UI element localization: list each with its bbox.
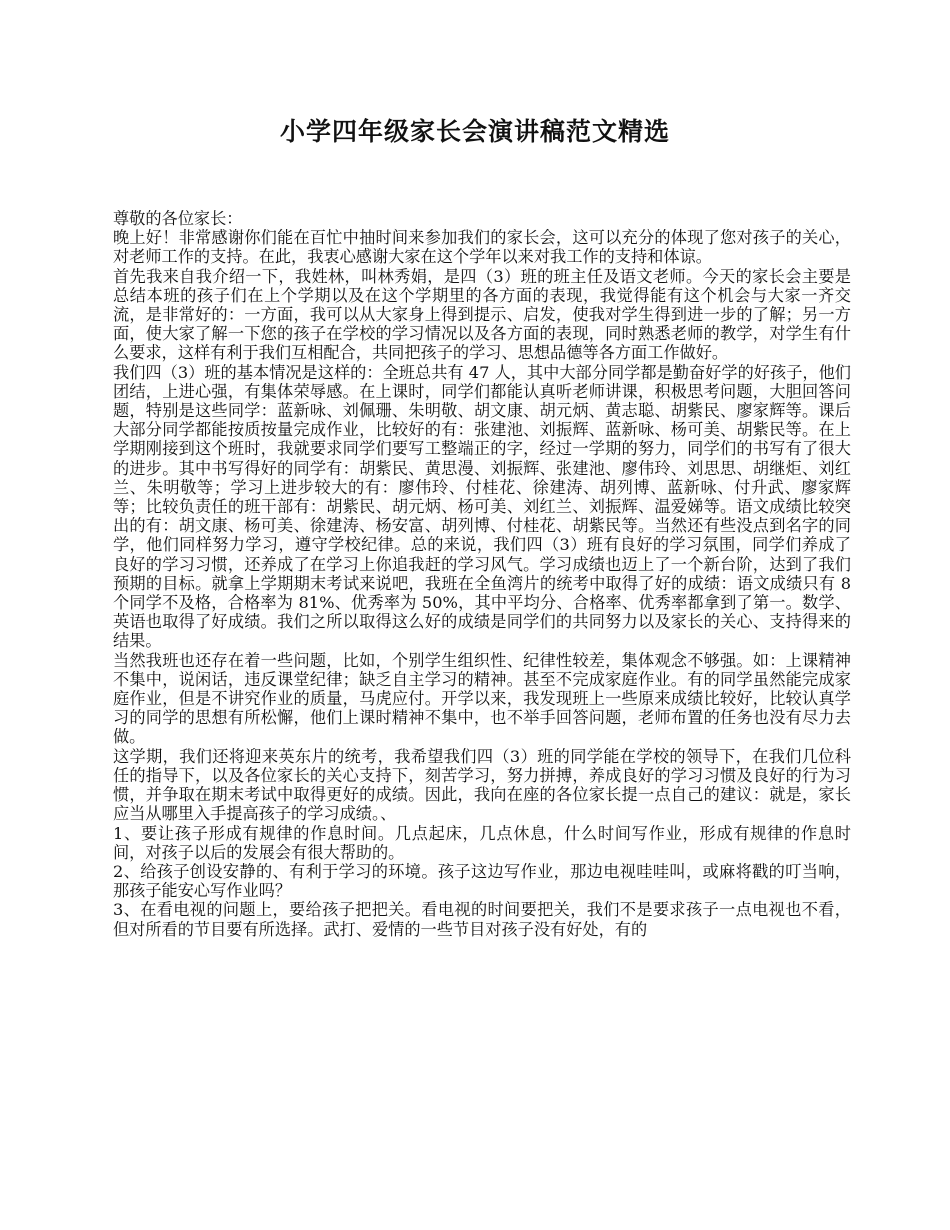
paragraph-class-overview: 我们四（3）班的基本情况是这样的：全班总共有 47 人，其中大部分同学都是勤奋好学的好孩子，他们团结，上进心强，有集体荣辱感。在上课时，同学们都能认真听老师讲课，积极思考问题，大胆回答问题，特别是这些同学：蓝新咏、刘佩珊、朱明敬、胡文康、胡元炳、黄志聪、胡紫民、廖家辉等。课后大部分同学都能按质按量完成作业，比较好的有：张建池、刘振辉、蓝新咏、杨可美、胡紫民等。在上学期刚接到这个班时，我就要求同学们要写工整端正的字，经过一学期的努力，同学们的书写有了很大的进步。其中书写得好的同学有：胡紫民、黄思漫、刘振辉、张建池、廖伟玲、刘思思、胡继炬、刘红兰、朱明敬等；学习上进步较大的有：廖伟玲、付桂花、徐建涛、胡列博、蓝新咏、付升武、廖家辉等；比较负责任的班干部有：胡紫民、胡元炳、杨可美、刘红兰、刘振辉、温爱娣等。语文成绩比较突出的有：胡文康、杨可美、徐建涛、杨安富、胡列博、付桂花、胡紫民等。当然还有些没点到名字的同学，他们同样努力学习，遵守学校纪律。总的来说，我们四（3）班有良好的学习氛围，同学们养成了良好的学习习惯，还养成了在学习上你追我赶的学习风气。学习成绩也迈上了一个新台阶，达到了我们预期的目标。就拿上学期期末考试来说吧，我班在全鱼湾片的统考中取得了好的成绩：语文成绩只有 8 个同学不及格，合格率为 81%、优秀率为 50%，其中平均分、合格率、优秀率都拿到了第一。数学、英语也取得了好成绩。我们之所以取得这么好的成绩是同学们的共同努力以及家长的关心、支持得来的结果。 — [113, 362, 851, 651]
paragraph-suggestion-3: 3、在看电视的问题上，要给孩子把把关。看电视的时间要把关，我们不是要求孩子一点电视也不看，但对所看的节目要有所选择。武打、爱情的一些节目对孩子没有好处，有的 — [113, 900, 851, 939]
paragraph-introduction: 首先我来自我介绍一下，我姓林，叫林秀娟，是四（3）班的班主任及语文老师。今天的家长会主要是总结本班的孩子们在上个学期以及在这个学期里的各方面的表现，我觉得能有这个机会与大家一齐交流，是非常好的：一方面，我可以从大家身上得到提示、启发，使我对学生得到进一步的了解；另一方面，使大家了解一下您的孩子在学校的学习情况以及各方面的表现，同时熟悉老师的教学，对学生有什么要求，这样有利于我们互相配合，共同把孩子的学习、思想品德等各方面工作做好。 — [113, 266, 851, 363]
document-title: 小学四年级家长会演讲稿范文精选 — [279, 117, 670, 146]
paragraph-problems: 当然我班也还存在着一些问题，比如，个别学生组织性、纪律性较差，集体观念不够强。如：上课精神不集中，说闲话，违反课堂纪律；缺乏自主学习的精神。甚至不完成家庭作业。有的同学虽然能完成家庭作业，但是不讲究作业的质量，马虎应付。开学以来，我发现班上一些原来成绩比较好，比较认真学习的同学的思想有所松懈，他们上课时精神不集中，也不举手回答问题，老师布置的任务也没有尽力去做。 — [113, 650, 851, 747]
document-body — [113, 209, 851, 939]
paragraph-suggestion-2: 2、给孩子创设安静的、有利于学习的环境。孩子这边写作业，那边电视哇哇叫，或麻将戳的叮当响，那孩子能安心写作业吗？ — [113, 861, 851, 901]
paragraph-this-term: 这学期，我们还将迎来英东片的统考，我希望我们四（3）班的同学能在学校的领导下，在我们几位科任的指导下，以及各位家长的关心支持下，刻苦学习，努力拼搏，养成良好的学习习惯及良好的行为习惯，并争取在期末考试中取得更好的成绩。因此，我向在座的各位家长提一点自己的建议：就是，家长应当从哪里入手提高孩子的学习成绩。、 — [113, 746, 851, 824]
paragraph-greeting: 晚上好！非常感谢你们能在百忙中抽时间来参加我们的家长会，这可以充分的体现了您对孩子的关心，对老师工作的支持。在此，我衷心感谢大家在这个学年以来对我工作的支持和体谅。 — [113, 228, 851, 267]
paragraph-salutation: 尊敬的各位家长： — [113, 209, 243, 228]
paragraph-suggestion-1: 1、要让孩子形成有规律的作息时间。几点起床，几点休息，什么时间写作业，形成有规律的作息时间，对孩子以后的发展会有很大帮助的。 — [113, 823, 851, 862]
